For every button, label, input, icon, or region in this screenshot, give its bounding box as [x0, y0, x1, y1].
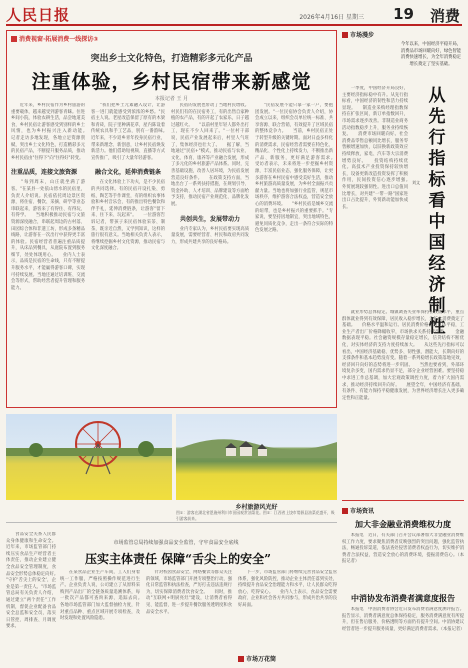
editor-quote: 今年以来，中国经济平稳开局，消费品市场回暖向好，绿色智能消费快速增长，为全年消费稳定增长奠定了坚实基础。	[400, 42, 462, 67]
body-text: "我们把乡土元素融入设计，让游客一进门就能感受到浓浓的乡愁。"民宿主人说。老屋改造保留了原有的木梁和青砖，院子里种满花草，屋内陈设着传统农具和手工艺品，别有一番韵味。 近年来，不少返乡青年投身民宿行业，带来新理念、新创意，让乡村民宿焕发新活力。他们借助短视频、直播等方式宣传推广，吸引了大量年轻游客。	[91, 103, 165, 161]
body-text: 就业形势总体稳定。城镇调查失业率保持在较低水平，重点群体就业得到有效保障，居民收入稳步增长，为扩大消费奠定了基础。 价格水平温和运行。居民消费价格指数总体平稳，工业生产者出厂价格降幅收窄，市场供求关系持续改善。 金融数据表现平稳。社会融资规模存量稳定增长，信贷结构不断优化，对实体经济的支持力度持续加大。 从这些先行指标可以看出，中国经济基础稳、优势多、韧性强、潜能大，长期向好的支撑条件和基本趋势没有变。随着一系列稳增长政策落地见效，经济回升向好的态势将进一步巩固。 当然也要看到，外部环境复杂多变，国内需求仍显不足，部分企业经营困难。要坚持稳中求进工作总基调，加大宏观政策调控力度，着力扩大国内需求，推动经济持续回升向好。 展望全年，中国经济有基础、有条件、有能力保持平稳健康发展，为世界经济增长注入更多确定性和正能量。	[342, 310, 464, 401]
news-title-2: 中消协发布消费者满意度报告	[351, 593, 455, 603]
feature-column-2	[91, 103, 165, 403]
village-landscape-illustration	[176, 414, 337, 500]
body-text: 下一步，市场监管部门将继续完善食品安全监管体系，强化风险防控，推动企业主体责任落到实处，持续提升食品安全治理能力和水平，让人民群众吃得放心、吃得安心。 业内人士表示，食品安全需要政府、企业和社会各方共同参与，形成共治共享的良好局面。	[238, 570, 337, 608]
bottom-subhead: 市场监管总局持续加强食品安全监管，守牢食品安全底线	[113, 540, 239, 546]
body-text: 本报电 近日，有关部门召开会议部署加大非金融业消费维权工作力度，要求聚焦消费者反映强烈的突出问题，强化监管执法，畅通投诉渠道，依法查处侵害消费者权益行为，切实维护消费者合法权益，营造安全放心的消费环境，提振消费信心。（本报记者）	[342, 533, 464, 565]
body-text: 业内专家认为，乡村民宿要实现高质量发展，需要经营者、村民和政府共同发力，形成共建共享的良好格局。	[171, 226, 249, 245]
body-text: 民宿的发展也带动了当地村民增收。村民们有的在民宿务工，有的出售自家种植的农产品，有的开起了农家乐，日子越过越红火。 "以前村里年轻人都外出打工，现在不少人回来了。"一位村干部说，民宿产业发展起来后，村里人气旺了，集体经济也壮大了。 据了解，当地通过"民宿+"模式，推动民宿与农业、文化、体育、康养等产业融合发展，形成了多元化的乡村旅游产品体系。同时，完善基础设施，改善人居环境，为民宿发展营造良好条件。 在政策支持方面，当地出台了一系列扶持措施，在规划引导、资金补助、人才培训、品牌建设等方面给予支持，推动民宿产业规范化、品牌化发展。	[171, 103, 249, 207]
news-body-2	[342, 607, 464, 667]
vertical-commentary-title: 从先行指标看中国经济制性	[428, 86, 446, 337]
body-text: 针对校园食品安全、网络餐饮等群众关注的领域，市场监管部门开展专项整治行动，强化日常监管和执法检查，严厉打击违法违规行为，切实保障消费者饮食安全。 同时，推动"互联网+明厨亮灶"建设，让消费者看得见、能监督，进一步提升餐饮服务透明度和食品安全水平。	[146, 570, 232, 615]
bottom-headline: 压实主体责任 保障“舌尖上的安全”	[85, 552, 271, 566]
body-text: 食品安全关系人民群众身体健康和生命安全。近年来，市场监管部门持续压实食品生产经营者主体责任，推动企业建立健全食品安全管理制度，食品安全形势总体稳定向好。 "守护'舌尖上的安全'，企业是第一责任人。"市场监管总局有关负责人介绍，通过建立"两个责任"工作机制，督促企业配备食品安全总监和安全员，落实日管控、周排查、月调度要求。	[6, 532, 56, 630]
commentary-author: 刘文	[412, 180, 420, 185]
feature-subhead-2: 融合文化，延伸消费链条	[94, 169, 161, 177]
section-divider	[6, 522, 337, 523]
newspaper-logo: 人民日报	[6, 6, 71, 24]
masthead	[6, 4, 462, 26]
bottom-column-3	[146, 570, 232, 662]
body-text: 一季度，中国经济开局良好，主要经济指标稳中有升。从先行指标看，中国经济的韧性和活力持续显现。 制造业采购经理指数保持在扩张区间，新订单指数回升，市场需求逐步改善。非制造业商务活动指数稳步上升，服务业持续恢复。 消费市场回暖向好。社会消费品零售总额同比增长，服务零售额增速加快，以旧换新政策效应持续释放，家电、汽车等大宗消费增势良好。 投资结构持续优化。高技术产业投资保持较快增长，设备更新改造投资发挥了积极作用，民间投资信心逐步增强。 外贸展现较强韧性。进出口总值同比增长，对共建"一带一路"国家进出口占比提升，外贸新动能加快成长。	[342, 86, 408, 210]
feature-byline: 本报记者 王 月	[154, 96, 189, 102]
page-number: 19	[393, 5, 414, 23]
market-news-tag: 市场资讯	[342, 506, 464, 515]
bottom-column-1	[6, 532, 56, 662]
feature-column-1	[11, 103, 85, 403]
feature-column-4	[255, 103, 333, 403]
body-text: "民宿发展不能只靠一家一户，要抱团发展。"一位民宿协会负责人介绍，协会成立以来，组织会员单位统一标准、共享客源、联合营销，有效提升了区域民宿的整体竞争力。 当前，乡村民宿正处于转型升级的关键时期。面对日益多样化的消费需求，民宿经营者需要在特色化、精品化、个性化上持续发力，不断推出新产品、新服务，更好满足游客需求。 受访者表示，未来将进一步挖掘乡村资源，丰富民宿业态，强化服务保障，让更多游客在乡村民宿中感受美好生活，推动乡村旅游高质量发展，为乡村全面振兴贡献力量。当地也将加强行业监管，规范市场秩序，维护游客合法权益，营造安全放心的消费环境。 "乡村民宿是城乡交流的纽带，也是乡村振兴的重要抓手。"专家说，要坚持因地制宜，突出地域特色，避免同质化竞争，走出一条符合实际的特色发展之路。	[255, 103, 333, 234]
photo-credit: 图①：游客在湖北省恩施州利川市田园观赏油菜花。图②：江西省上饶市婺源县油菜花盛开，吸引游客前来。	[176, 510, 335, 521]
issue-date: 2026年4月16日 星期三	[299, 14, 364, 21]
feature-headline: 注重体验，乡村民宿带来新感觉	[31, 71, 312, 93]
body-text: 近年来，乡村民宿作为乡村旅游的重要载体，越来越受到游客青睐。住进乡间小院，体验农耕生活，品尝地道美食，乡村民宿让游客感受到别样的乡土风情，也为乡村振兴注入新动能。 记者走访多地发现，各地立足资源禀赋，突出乡土文化特色，打造精彩多元的民宿产品，不断提升服务品质，推动乡村民宿由"住得下"向"住得好"转变。	[11, 103, 85, 161]
kicker-square-icon	[11, 36, 17, 42]
bottom-column-4	[238, 570, 337, 650]
body-text: "每到周末，山庄就坐满了游客。"在某县一处依山傍水的民宿里，负责人介绍说。民宿依托周边景区资源，将住宿、餐饮、采摘、研学等业态串联起来，游客来了有得住、有得玩、有得学。 当地积极推动民宿与文旅资源深度融合，串联起周边的古村落、田园综合体和非遗工坊，形成多条精品线路，让游客在一次出行中获得更丰富的体验。民宿经营者普遍注重品质提升，从床品到餐具，从庭院布置到服务细节，处处体现用心。 业内人士表示，品质是民宿的生命线，只有不断提升服务水平，才能赢得游客口碑，实现可持续发展。当地还通过培训班、交流会等形式，帮助经营者提升管理和服务能力。	[11, 180, 85, 291]
commentary-column-2	[342, 310, 464, 500]
body-text: 在文化体验上下功夫，是不少民宿的共同选择。有的民宿开设扎染、剪纸、陶艺等手作课堂，有的组织农事体验和乡村音乐会，有的推出特色餐饮和伴手礼，延伸消费链条，让游客"留下来、住下来、玩起来"。 一位游客告诉记者，带孩子来民宿体验采茶、制茶，既亲近自然，又学到知识，这样的旅行很有意义。当地相关负责人表示，将继续挖掘乡村文化资源，推动民宿与文化深度融合。	[91, 180, 165, 252]
photo-caption: 乡村旅游风光好	[235, 504, 278, 511]
market-stroll-tag: 市场漫步	[342, 30, 464, 39]
main-feature	[6, 30, 337, 408]
rapeseed-field-photo	[176, 414, 337, 500]
market-kaleidoscope-tag: 市场万花筒	[238, 654, 276, 663]
market-news-block	[342, 506, 464, 664]
tag-square-icon	[342, 32, 348, 38]
body-text: 本报电 中国消费者协会近日发布消费者满意度测评报告。报告显示，消费者满意度总体保持稳定，服务消费满意度有所提升，但在售后服务、价格透明等方面仍有提升空间。中消协建议经营者进一步提升服务质量，更好满足消费者需求。（本报记者）	[342, 607, 464, 632]
feature-subhead: 突出乡土文化特色，打造精彩多元化产品	[90, 54, 253, 64]
news-body-1	[342, 533, 464, 589]
news-title-1: 加大非金融业消费维权力度	[355, 519, 451, 529]
feature-subhead-1: 注重品质，连接文旅资源	[11, 169, 78, 177]
ferris-wheel-illustration	[6, 414, 172, 500]
feature-kicker: 消费视窗·拓展消费一线探访③	[11, 34, 98, 43]
body-text: 在某食品企业生产车间，工人们身着统一工作服，严格按照操作规范进行生产。企业负责人说，公司建立了从原料采购到产品出厂的全链条质量追溯体系，每一批次产品都可查询来源、追踪去向。 各地市场监管部门加大监督抽检力度，针对重点品种、重点区域开展专项检查，及时发现和处置风险隐患。	[60, 570, 140, 622]
tag-square-icon	[342, 508, 348, 514]
feature-column-3	[171, 103, 249, 403]
right-divider	[342, 500, 464, 501]
section-name: 消费	[429, 7, 460, 25]
tag-square-icon	[238, 656, 244, 662]
right-column	[342, 30, 464, 500]
feature-subhead-3: 共创共生，发展带动力	[179, 215, 240, 223]
bottom-story	[6, 528, 337, 664]
ferris-wheel-photo	[6, 414, 172, 500]
bottom-column-2	[60, 570, 140, 662]
